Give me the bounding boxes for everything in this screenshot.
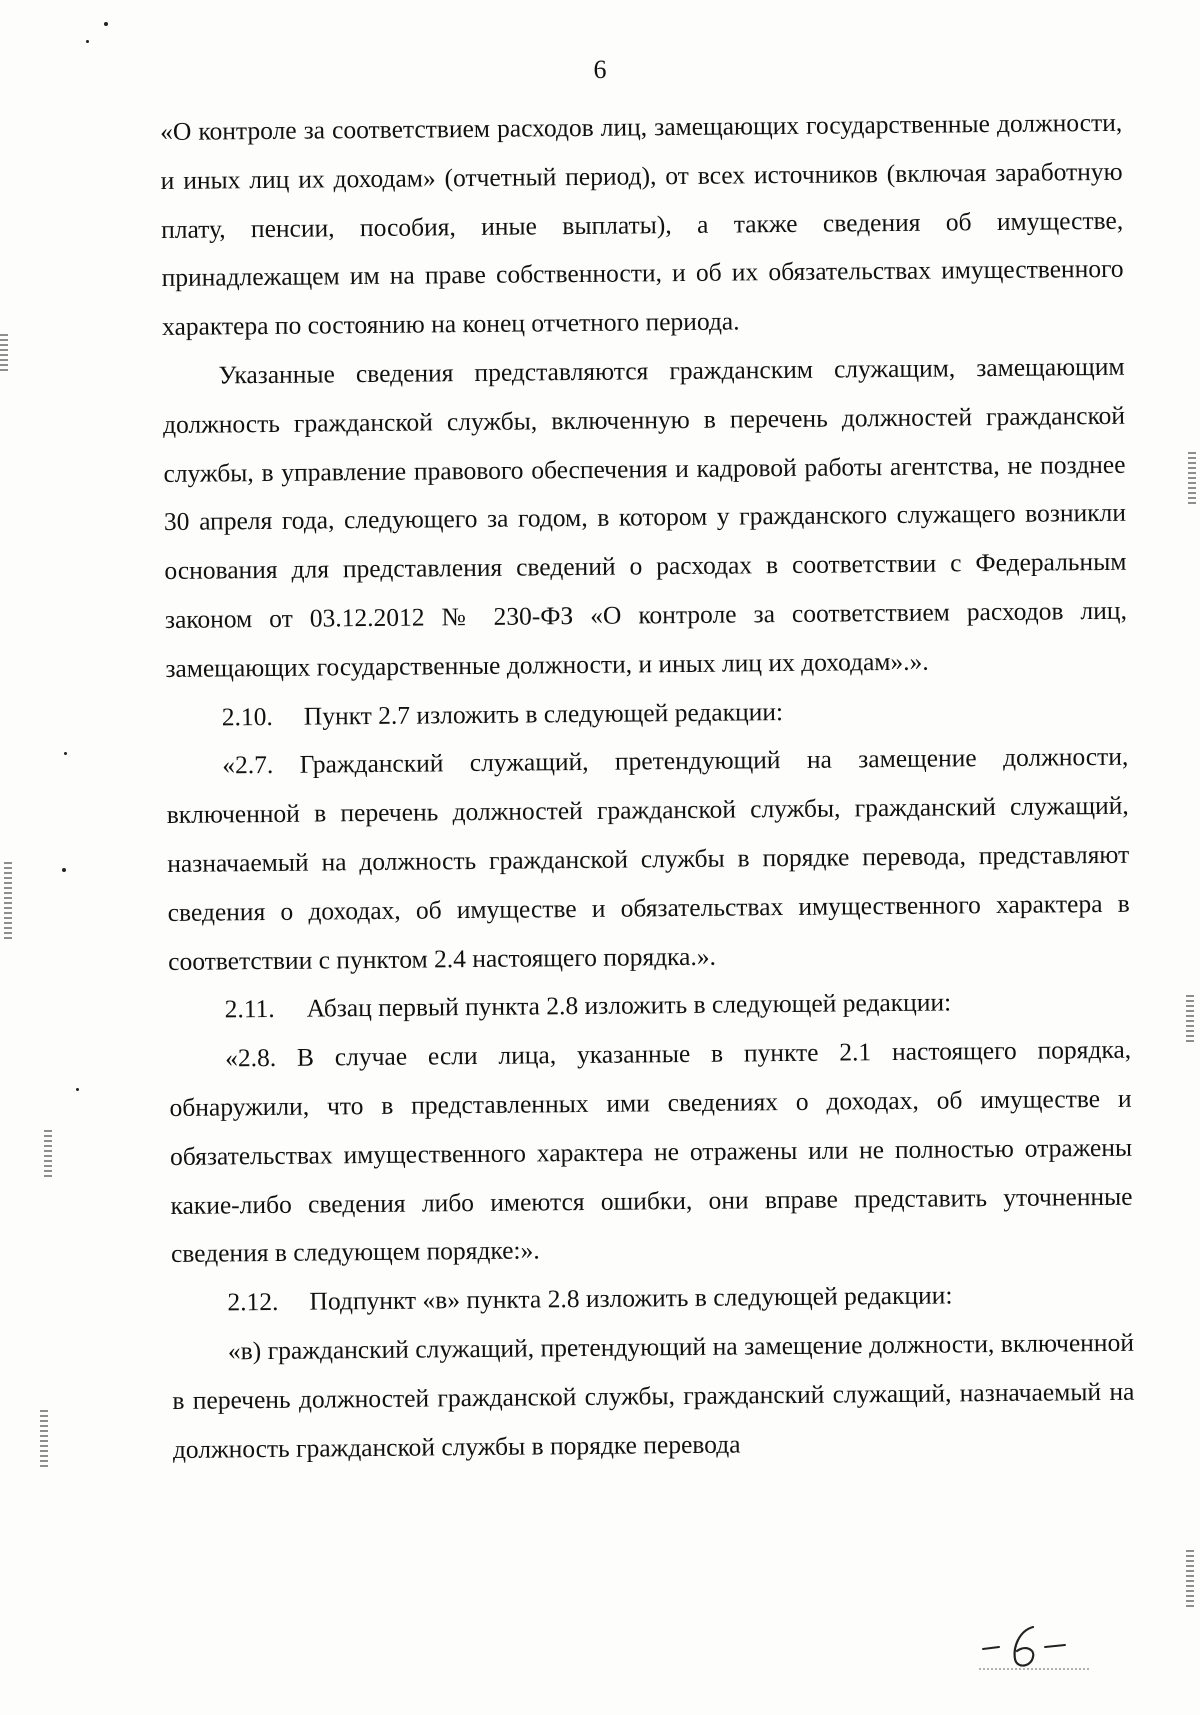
scan-speck [86,40,89,43]
paragraph: «2.8. В случае если лица, указанные в пункте 2.1 настоящего порядка, обнаружили, что в представленных ими сведениях о доходах, об имуществе и обязательствах имущественного характера не отражены или не полностью отражены какие-либо сведения либо имеются ошибки, они вправе представить уточненные сведения в следующем порядке:». [169,1034,1133,1269]
item-text: Подпункт «в» пункта 2.8 изложить в следующей редакции: [309,1280,953,1316]
scan-edge-noise [1186,995,1194,1045]
scan-edge-noise [1188,452,1196,507]
item-text: Абзац первый пункта 2.8 изложить в следующей редакции: [306,987,952,1023]
scan-edge-noise [1186,1550,1194,1610]
scan-speck [64,752,67,755]
scan-speck [104,22,108,26]
document-body [160,99,1135,1474]
item-number: 2.10. [221,701,273,731]
scan-speck [76,1088,79,1091]
scan-edge-noise [0,334,8,374]
scan-speck [62,868,66,872]
handwritten-page-mark [975,1617,1095,1677]
paragraph: «О контроле за соответствием расходов лиц, замещающих государственные должности, и иных лиц их доходам» (отчетный период), от всех источников (включая заработную плату, пенсии, пособия, иные выплаты), а также сведения об имуществе, принадлежащем им на праве собственности, и об их обязательствах имущественного характера по состоянию на конец отчетного периода. [160,107,1124,342]
paragraph: Указанные сведения представляются гражданским служащим, замещающим должность гражданской службы, включенную в перечень должностей гражданской службы, в управление правового обеспечения и кадровой работы агентства, не позднее 30 апреля года, следующего за годом, в котором у гражданского служащего возникли основания для представления сведений о расходах в соответствии с Федеральным законом от 03.12.2012 № 230-ФЗ «О контроле за соответствием расходов лиц, замещающих государственные должности, и иных лиц их доходам».». [162,351,1128,683]
scan-edge-noise [40,1410,48,1470]
item-number: 2.11. [224,994,275,1024]
scan-edge-noise [44,1130,52,1180]
paragraph: «в) гражданский служащий, претендующий на замещение должности, включенной в перечень должностей гражданской службы, гражданский служащий, назначаемый на должность гражданской службы в порядке перевода [172,1327,1135,1464]
page-number: 6 [593,55,607,84]
scan-edge-noise [4,862,12,942]
item-number: 2.12. [227,1287,279,1317]
item-text: Пункт 2.7 изложить в следующей редакции: [303,696,784,731]
paragraph: «2.7. Гражданский служащий, претендующий на замещение должности, включенной в перечень должностей гражданской службы, гражданский служащий, назначаемый на должность гражданской службы в порядке перевода, представляют сведения о доходах, об имуществе и обязательствах имущественного характера в соответствии с пунктом 2.4 настоящего порядка.». [166,742,1130,976]
